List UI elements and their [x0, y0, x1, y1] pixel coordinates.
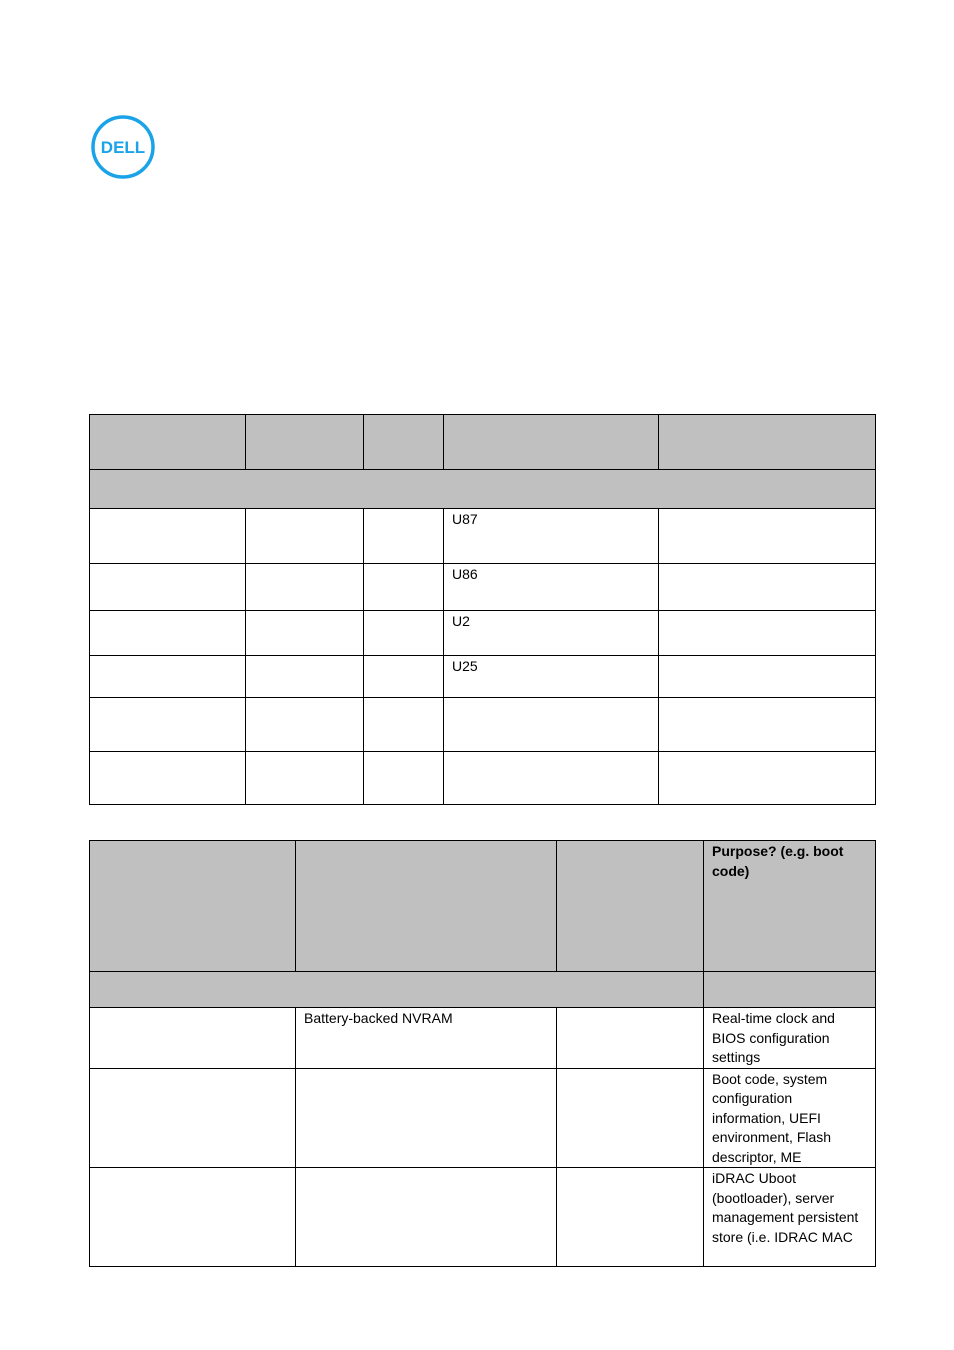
table-header-row: [90, 841, 876, 972]
table-header-row: [90, 415, 876, 470]
chip-id-cell: U25: [444, 656, 659, 698]
svg-text:DELL: DELL: [100, 138, 146, 157]
chip-id-cell: U86: [444, 564, 659, 611]
table-row: [90, 698, 876, 752]
purpose-cell: Boot code, system configuration information, UEFI environment, Flash descriptor, ME: [704, 1068, 876, 1168]
purpose-header: Purpose? (e.g. boot code): [704, 841, 876, 972]
chip-id-cell: U87: [444, 509, 659, 564]
purpose-cell: iDRAC Uboot (bootloader), server management persistent store (i.e. IDRAC MAC: [704, 1168, 876, 1267]
chip-id-cell: U2: [444, 611, 659, 656]
table-row: [90, 1068, 876, 1168]
dell-logo: [90, 114, 156, 180]
section-row: [90, 972, 876, 1008]
storage-purpose-table: [89, 840, 876, 1267]
table-row: [90, 509, 876, 564]
components-table: [89, 414, 876, 805]
table-row: [90, 1008, 876, 1069]
table-row: [90, 752, 876, 805]
table-row: [90, 611, 876, 656]
purpose-cell: Real-time clock and BIOS configuration settings: [704, 1008, 876, 1069]
table-row: [90, 1168, 876, 1267]
storage-type-cell: Battery-backed NVRAM: [296, 1008, 557, 1069]
table-row: [90, 656, 876, 698]
table-row: [90, 564, 876, 611]
section-row: [90, 470, 876, 509]
